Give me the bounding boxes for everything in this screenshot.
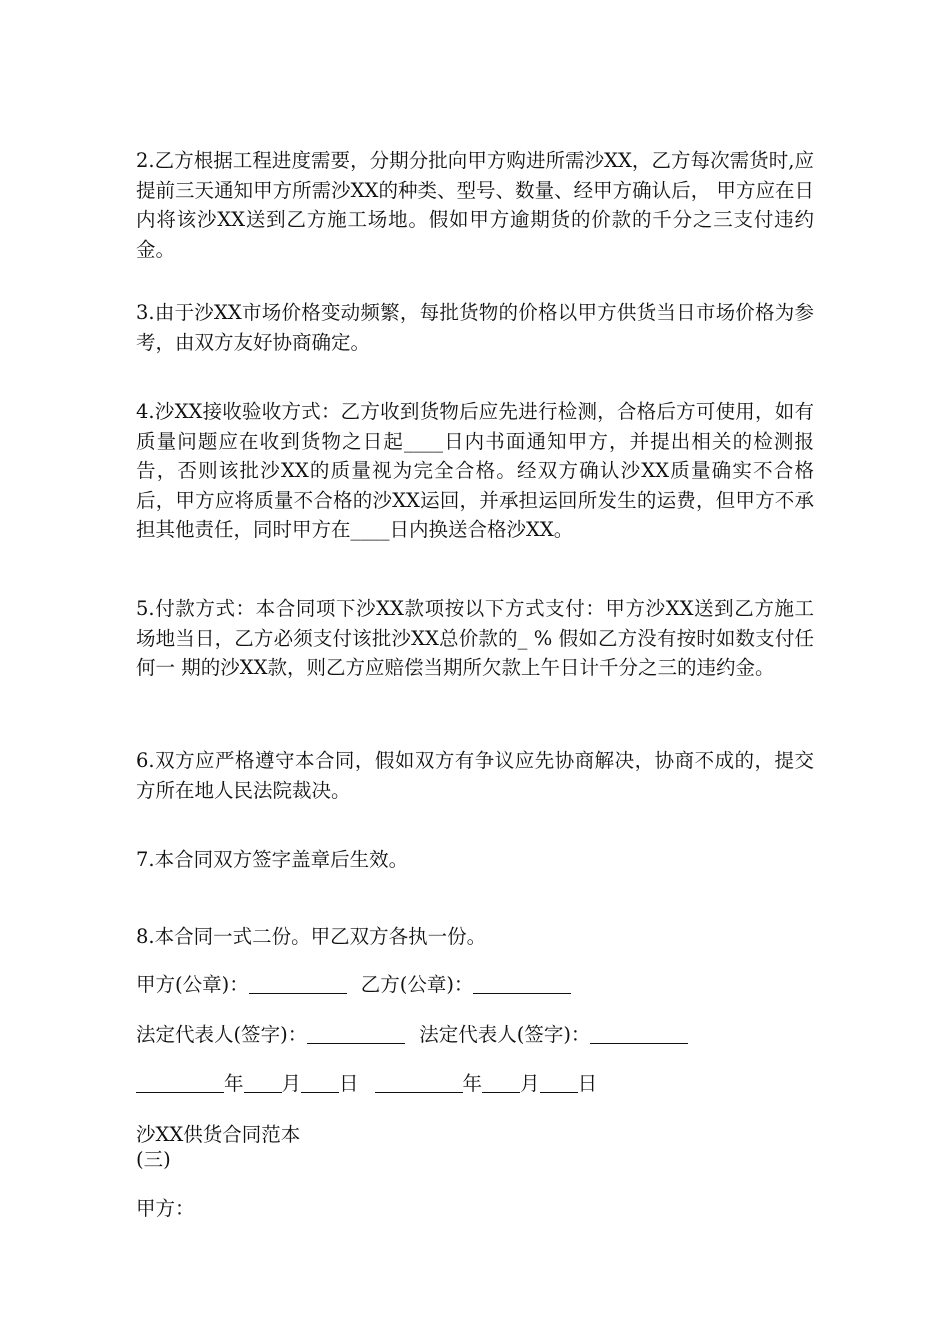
date-b-month-blank[interactable]	[482, 1072, 520, 1093]
clause-3: 3.由于沙XX市场价格变动频繁，每批货物的价格以甲方供货当日市场价格为参考，由双方友好协商确定。	[136, 301, 814, 354]
party-a-label: 甲方：	[136, 1197, 195, 1220]
date-b-year-label: 年	[462, 1072, 483, 1095]
date-a-day-label: 日	[339, 1072, 359, 1095]
party-a-seal-label: 甲方(公章)：	[136, 973, 249, 996]
rep-b-blank[interactable]	[590, 1023, 688, 1044]
date-b-month-label: 月	[520, 1072, 540, 1095]
clause-4: 4.沙XX接收验收方式：乙方收到货物后应先进行检测，合格后方可使用，如有质量问题应在收到货物之日起____日内书面通知甲方，并提出相关的检测报告，否则该批沙XX的质量视为完全合格。经双方确认沙XX质量确实不合格后，甲方应将质量不合格的沙XX运回，并承担运回所发生的运费，但甲方不承担其他责任，同时甲方在____日内换送合格沙XX。	[136, 400, 814, 541]
seal-line	[136, 970, 571, 1000]
date-a-year-label: 年	[224, 1072, 244, 1095]
date-a-year-blank[interactable]	[136, 1072, 224, 1093]
clause-6: 6.双方应严格遵守本合同，假如双方有争议应先协商解决，协商不成的，提交方所在地人民法院裁决。	[136, 749, 814, 802]
date-a-month-blank[interactable]	[244, 1072, 282, 1093]
date-a-day-blank[interactable]	[301, 1072, 339, 1093]
date-b-year-blank[interactable]	[375, 1072, 463, 1093]
section-number: (三)	[136, 1148, 171, 1171]
party-b-seal-blank[interactable]	[473, 973, 571, 994]
rep-b-label: 法定代表人(签字)：	[419, 1023, 591, 1046]
clause-2: 2.乙方根据工程进度需要，分期分批向甲方购进所需沙XX，乙方每次需货时,应提前三天通知甲方所需沙XX的种类、型号、数量、经甲方确认后， 甲方应在日内将该沙XX送到乙方施工场地。假如甲方逾期货的价款的千分之三支付违约金。	[136, 149, 814, 261]
rep-a-blank[interactable]	[307, 1023, 405, 1044]
party-a-seal-blank[interactable]	[249, 973, 347, 994]
date-line	[136, 1069, 597, 1099]
date-a-month-label: 月	[281, 1072, 302, 1095]
clause-5: 5.付款方式：本合同项下沙XX款项按以下方式支付：甲方沙XX送到乙方施工场地当日，乙方必须支付该批沙XX总价款的_ % 假如乙方没有按时如数支付任何一 期的沙XX款，则乙方应赔偿当期所欠款上午日计千分之三的违约金。	[136, 597, 814, 679]
date-b-day-label: 日	[577, 1072, 598, 1095]
representative-line	[136, 1020, 688, 1050]
rep-a-label: 法定代表人(签字)：	[136, 1023, 308, 1046]
section-title: 沙XX供货合同范本	[136, 1123, 301, 1146]
clause-8: 8.本合同一式二份。甲乙双方各执一份。	[136, 925, 487, 948]
date-b-day-blank[interactable]	[540, 1072, 578, 1093]
party-b-seal-label: 乙方(公章)：	[360, 973, 474, 996]
clause-7: 7.本合同双方签字盖章后生效。	[136, 848, 409, 871]
